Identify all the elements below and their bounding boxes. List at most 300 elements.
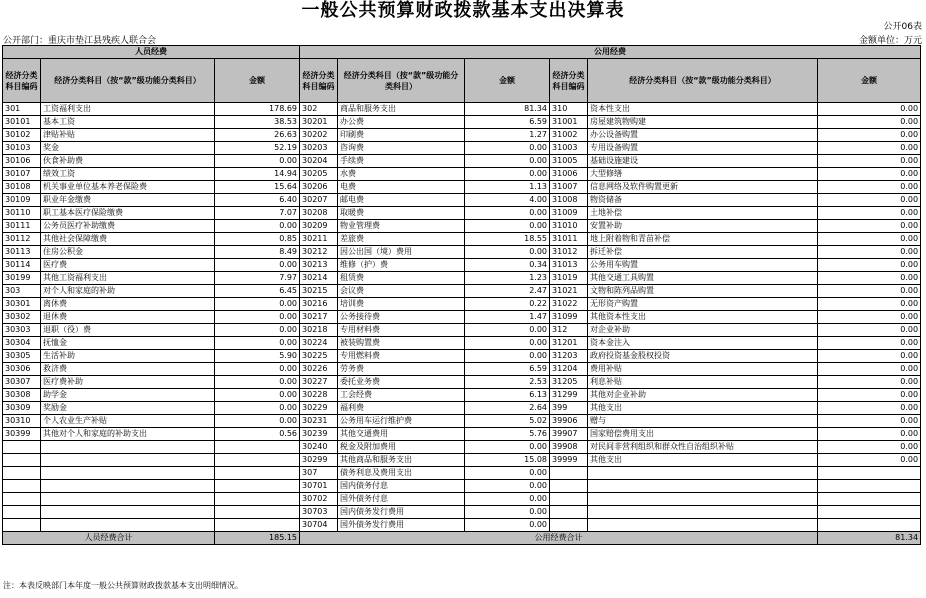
amount-cell: 0.00 (818, 415, 921, 428)
amount-cell: 0.00 (465, 246, 550, 259)
code-cell: 31099 (550, 311, 588, 324)
code-cell: 31013 (550, 259, 588, 272)
amount-cell: 0.00 (465, 324, 550, 337)
name-cell: 电费 (338, 181, 465, 194)
amount-cell: 0.00 (818, 363, 921, 376)
code-cell: 30215 (300, 285, 338, 298)
amount-cell: 0.00 (818, 311, 921, 324)
name-cell: 工资福利支出 (41, 103, 215, 116)
code-cell: 30217 (300, 311, 338, 324)
name-cell: 手续费 (338, 155, 465, 168)
amount-cell: 5.76 (465, 428, 550, 441)
name-cell: 助学金 (41, 389, 215, 402)
code-cell: 30205 (300, 168, 338, 181)
name-cell: 国家赔偿费用支出 (588, 428, 818, 441)
code-cell: 39906 (550, 415, 588, 428)
name-cell: 伙食补助费 (41, 155, 215, 168)
code-cell: 30110 (3, 207, 41, 220)
code-cell: 30101 (3, 116, 41, 129)
code-cell: 31006 (550, 168, 588, 181)
amount-cell: 0.00 (818, 441, 921, 454)
code-cell: 301 (3, 103, 41, 116)
code-cell: 30208 (300, 207, 338, 220)
amount-cell: 178.69 (215, 103, 300, 116)
amount-cell (215, 441, 300, 454)
name-cell: 其他交通工具购置 (588, 272, 818, 285)
code-cell: 30102 (3, 129, 41, 142)
code-cell (3, 506, 41, 519)
code-cell: 31010 (550, 220, 588, 233)
table-row (3, 103, 921, 116)
code-cell: 31204 (550, 363, 588, 376)
code-cell (3, 454, 41, 467)
name-cell: 对民间非营利组织和群众性自治组织补贴 (588, 441, 818, 454)
code-cell: 30211 (300, 233, 338, 246)
name-cell (41, 441, 215, 454)
code-cell (550, 467, 588, 480)
name-cell: 资本性支出 (588, 103, 818, 116)
amount-cell: 0.00 (818, 389, 921, 402)
code-cell: 30109 (3, 194, 41, 207)
public-section-header: 公用经费 (300, 46, 921, 59)
code-cell: 30206 (300, 181, 338, 194)
amount-cell: 0.00 (818, 402, 921, 415)
name-cell: 其他交通费用 (338, 428, 465, 441)
name-cell: 商品和服务支出 (338, 103, 465, 116)
amount-cell: 52.19 (215, 142, 300, 155)
name-cell: 对企业补助 (588, 324, 818, 337)
amount-cell: 0.00 (215, 220, 300, 233)
amount-cell: 1.23 (465, 272, 550, 285)
amount-cell: 0.00 (465, 155, 550, 168)
name-cell: 物资储备 (588, 194, 818, 207)
amount-cell: 26.63 (215, 129, 300, 142)
amount-cell: 0.00 (215, 402, 300, 415)
table-row (3, 168, 921, 181)
code-cell (3, 493, 41, 506)
amount-cell (818, 506, 921, 519)
amount-cell: 0.00 (215, 363, 300, 376)
name-cell (41, 506, 215, 519)
footnote: 注：本表反映部门本年度一般公共预算财政拨款基本支出明细情况。 (3, 581, 243, 590)
name-cell (41, 493, 215, 506)
amount-cell: 0.00 (818, 324, 921, 337)
name-cell: 国外债务付息 (338, 493, 465, 506)
code-cell: 30301 (3, 298, 41, 311)
personnel-total-value: 185.15 (215, 532, 300, 545)
amount-cell: 0.00 (818, 285, 921, 298)
amount-cell: 0.00 (818, 155, 921, 168)
amount-cell (818, 493, 921, 506)
name-cell: 奖金 (41, 142, 215, 155)
code-cell (550, 493, 588, 506)
code-cell: 31299 (550, 389, 588, 402)
amount-cell: 2.64 (465, 402, 550, 415)
name-cell: 维修（护）费 (338, 259, 465, 272)
code-cell: 30103 (3, 142, 41, 155)
code-cell: 31001 (550, 116, 588, 129)
code-cell: 30240 (300, 441, 338, 454)
code-cell (3, 441, 41, 454)
name-cell: 其他工资福利支出 (41, 272, 215, 285)
name-cell: 其他对企业补助 (588, 389, 818, 402)
amount-cell (818, 480, 921, 493)
name-cell: 住房公积金 (41, 246, 215, 259)
code-cell (3, 467, 41, 480)
name-cell: 无形资产购置 (588, 298, 818, 311)
name-cell: 债务利息及费用支出 (338, 467, 465, 480)
amount-cell (215, 480, 300, 493)
table-row (3, 155, 921, 168)
name-cell: 文物和陈列品购置 (588, 285, 818, 298)
name-cell: 生活补助 (41, 350, 215, 363)
name-cell: 办公设备购置 (588, 129, 818, 142)
code-cell: 30307 (3, 376, 41, 389)
code-cell: 30304 (3, 337, 41, 350)
code-cell: 310 (550, 103, 588, 116)
code-cell: 31205 (550, 376, 588, 389)
amount-cell: 0.00 (215, 324, 300, 337)
table-row (3, 324, 921, 337)
amount-cell: 1.27 (465, 129, 550, 142)
expenditure-table (2, 45, 921, 545)
amount-cell: 0.00 (215, 337, 300, 350)
table-row (3, 428, 921, 441)
name-cell: 邮电费 (338, 194, 465, 207)
name-cell: 津贴补贴 (41, 129, 215, 142)
code-cell: 31009 (550, 207, 588, 220)
amount-cell: 0.00 (465, 506, 550, 519)
amount-cell: 0.00 (818, 272, 921, 285)
amount-cell (215, 506, 300, 519)
name-cell: 办公费 (338, 116, 465, 129)
name-cell: 退职（役）费 (41, 324, 215, 337)
code-column-header: 经济分类科目编码 (3, 59, 41, 103)
amount-cell: 0.34 (465, 259, 550, 272)
name-cell (588, 467, 818, 480)
name-cell: 抚恤金 (41, 337, 215, 350)
code-cell: 30305 (3, 350, 41, 363)
table-row (3, 454, 921, 467)
name-column-header: 经济分类科目（按“款”级功能分类科目） (41, 59, 215, 103)
name-cell: 其他对个人和家庭的补助支出 (41, 428, 215, 441)
table-row (3, 129, 921, 142)
name-cell: 退休费 (41, 311, 215, 324)
amount-cell: 0.00 (818, 103, 921, 116)
code-cell: 30302 (3, 311, 41, 324)
amount-cell (215, 519, 300, 532)
name-cell: 国外债务发行费用 (338, 519, 465, 532)
name-cell: 房屋建筑物购建 (588, 116, 818, 129)
code-cell: 30209 (300, 220, 338, 233)
amount-cell: 14.94 (215, 168, 300, 181)
name-cell: 利息补贴 (588, 376, 818, 389)
name-cell (588, 506, 818, 519)
name-cell (41, 467, 215, 480)
code-cell: 30701 (300, 480, 338, 493)
code-cell: 303 (3, 285, 41, 298)
amount-cell: 0.00 (818, 220, 921, 233)
amount-cell: 8.49 (215, 246, 300, 259)
code-column-header: 经济分类科目编码 (550, 59, 588, 103)
name-cell: 离休费 (41, 298, 215, 311)
amount-cell: 7.97 (215, 272, 300, 285)
code-cell: 30309 (3, 402, 41, 415)
code-cell: 39907 (550, 428, 588, 441)
name-cell (41, 519, 215, 532)
amount-cell: 0.00 (465, 220, 550, 233)
code-cell: 30303 (3, 324, 41, 337)
table-row (3, 480, 921, 493)
table-row (3, 376, 921, 389)
amount-cell: 0.00 (465, 350, 550, 363)
name-cell: 机关事业单位基本养老保险费 (41, 181, 215, 194)
table-row (3, 285, 921, 298)
name-cell: 安置补助 (588, 220, 818, 233)
code-cell: 30112 (3, 233, 41, 246)
amount-cell: 0.00 (818, 454, 921, 467)
name-cell: 拆迁补偿 (588, 246, 818, 259)
name-cell: 专用燃料费 (338, 350, 465, 363)
code-cell: 30702 (300, 493, 338, 506)
name-cell (41, 480, 215, 493)
amount-cell: 5.02 (465, 415, 550, 428)
amount-cell: 81.34 (465, 103, 550, 116)
personnel-total-label: 人员经费合计 (3, 532, 215, 545)
code-cell (550, 480, 588, 493)
name-cell: 工会经费 (338, 389, 465, 402)
amount-cell: 6.59 (465, 116, 550, 129)
amount-cell: 6.59 (465, 363, 550, 376)
code-cell: 31019 (550, 272, 588, 285)
amount-cell: 0.00 (818, 350, 921, 363)
name-cell: 基本工资 (41, 116, 215, 129)
code-cell: 30224 (300, 337, 338, 350)
code-cell: 307 (300, 467, 338, 480)
amount-cell: 38.53 (215, 116, 300, 129)
name-cell (588, 519, 818, 532)
code-cell: 30113 (3, 246, 41, 259)
amount-cell: 0.00 (818, 259, 921, 272)
code-cell: 30203 (300, 142, 338, 155)
amount-cell (215, 493, 300, 506)
code-cell: 30306 (3, 363, 41, 376)
amount-cell: 0.00 (818, 428, 921, 441)
name-cell: 其他支出 (588, 454, 818, 467)
amount-cell: 0.00 (818, 129, 921, 142)
amount-cell: 0.00 (465, 441, 550, 454)
code-cell: 31201 (550, 337, 588, 350)
code-cell: 30201 (300, 116, 338, 129)
name-cell: 培训费 (338, 298, 465, 311)
name-cell: 水费 (338, 168, 465, 181)
amount-cell: 0.00 (215, 311, 300, 324)
name-cell: 信息网络及软件购置更新 (588, 181, 818, 194)
code-cell: 31008 (550, 194, 588, 207)
amount-cell: 0.00 (215, 415, 300, 428)
page-title: 一般公共预算财政拨款基本支出决算表 (301, 0, 625, 21)
name-cell: 基础设施建设 (588, 155, 818, 168)
name-cell: 专用设备购置 (588, 142, 818, 155)
amount-cell: 18.55 (465, 233, 550, 246)
name-cell: 会议费 (338, 285, 465, 298)
table-row (3, 519, 921, 532)
table-row (3, 233, 921, 246)
code-cell: 31007 (550, 181, 588, 194)
code-cell: 30207 (300, 194, 338, 207)
amount-cell: 0.00 (215, 259, 300, 272)
amount-column-header: 金额 (465, 59, 550, 103)
amount-cell: 0.00 (818, 298, 921, 311)
name-cell: 政府投资基金股权投资 (588, 350, 818, 363)
name-cell: 劳务费 (338, 363, 465, 376)
amount-cell: 0.00 (818, 181, 921, 194)
amount-cell: 2.53 (465, 376, 550, 389)
amount-cell (818, 519, 921, 532)
code-cell: 30106 (3, 155, 41, 168)
code-cell: 30228 (300, 389, 338, 402)
table-row (3, 389, 921, 402)
name-cell: 地上附着物和青苗补偿 (588, 233, 818, 246)
table-row (3, 415, 921, 428)
amount-cell: 0.85 (215, 233, 300, 246)
amount-cell: 4.00 (465, 194, 550, 207)
table-row (3, 298, 921, 311)
name-cell: 赠与 (588, 415, 818, 428)
amount-cell: 0.00 (465, 519, 550, 532)
amount-cell: 5.90 (215, 350, 300, 363)
amount-cell: 0.00 (818, 337, 921, 350)
code-cell: 30704 (300, 519, 338, 532)
table-row (3, 116, 921, 129)
code-cell: 31021 (550, 285, 588, 298)
name-cell: 印刷费 (338, 129, 465, 142)
table-row (3, 506, 921, 519)
name-cell: 被装购置费 (338, 337, 465, 350)
table-row (3, 207, 921, 220)
personnel-section-header: 人员经费 (3, 46, 300, 59)
amount-cell: 1.13 (465, 181, 550, 194)
name-column-header: 经济分类科目（按“款”级功能分类科目） (338, 59, 465, 103)
code-cell: 30231 (300, 415, 338, 428)
name-cell: 其他资本性支出 (588, 311, 818, 324)
code-cell: 312 (550, 324, 588, 337)
table-row (3, 259, 921, 272)
amount-cell: 0.00 (465, 337, 550, 350)
amount-cell: 0.00 (818, 116, 921, 129)
name-cell: 费用补贴 (588, 363, 818, 376)
amount-cell: 0.00 (818, 194, 921, 207)
code-cell: 30114 (3, 259, 41, 272)
name-cell: 对个人和家庭的补助 (41, 285, 215, 298)
code-cell: 30108 (3, 181, 41, 194)
name-cell: 医疗费补助 (41, 376, 215, 389)
name-cell: 租赁费 (338, 272, 465, 285)
name-cell: 土地补偿 (588, 207, 818, 220)
code-cell: 30226 (300, 363, 338, 376)
code-cell: 31002 (550, 129, 588, 142)
public-total-label: 公用经费合计 (300, 532, 818, 545)
table-row (3, 220, 921, 233)
code-cell: 30239 (300, 428, 338, 441)
code-cell: 30399 (3, 428, 41, 441)
amount-cell: 0.00 (818, 142, 921, 155)
code-cell: 39908 (550, 441, 588, 454)
name-cell: 职业年金缴费 (41, 194, 215, 207)
code-cell: 30202 (300, 129, 338, 142)
table-row (3, 181, 921, 194)
table-row (3, 194, 921, 207)
name-cell: 咨询费 (338, 142, 465, 155)
amount-cell: 15.08 (465, 454, 550, 467)
code-cell (3, 519, 41, 532)
code-cell: 31022 (550, 298, 588, 311)
code-cell: 30199 (3, 272, 41, 285)
amount-cell (818, 467, 921, 480)
name-cell: 大型修缮 (588, 168, 818, 181)
name-cell: 公务用车运行维护费 (338, 415, 465, 428)
name-cell (588, 493, 818, 506)
department-label: 公开部门：重庆市垫江县残疾人联合会 (3, 36, 157, 46)
code-cell: 302 (300, 103, 338, 116)
amount-cell (215, 454, 300, 467)
code-cell: 30111 (3, 220, 41, 233)
table-row (3, 246, 921, 259)
table-row (3, 337, 921, 350)
name-cell: 差旅费 (338, 233, 465, 246)
amount-cell: 0.22 (465, 298, 550, 311)
amount-column-header: 金额 (215, 59, 300, 103)
amount-cell: 0.00 (465, 142, 550, 155)
code-cell (550, 506, 588, 519)
code-cell: 30310 (3, 415, 41, 428)
code-cell: 30299 (300, 454, 338, 467)
code-cell: 30204 (300, 155, 338, 168)
public-total-value: 81.34 (818, 532, 921, 545)
code-cell: 30703 (300, 506, 338, 519)
name-cell: 绩效工资 (41, 168, 215, 181)
name-cell: 其他商品和服务支出 (338, 454, 465, 467)
code-cell: 30212 (300, 246, 338, 259)
amount-cell: 0.00 (465, 207, 550, 220)
amount-cell: 0.00 (215, 155, 300, 168)
amount-cell: 6.13 (465, 389, 550, 402)
amount-cell: 6.40 (215, 194, 300, 207)
amount-cell: 0.00 (465, 480, 550, 493)
name-cell: 专用材料费 (338, 324, 465, 337)
amount-cell: 0.00 (818, 233, 921, 246)
amount-cell: 15.64 (215, 181, 300, 194)
code-cell: 31012 (550, 246, 588, 259)
name-cell (588, 480, 818, 493)
amount-cell: 0.56 (215, 428, 300, 441)
table-body (3, 103, 921, 532)
table-row (3, 402, 921, 415)
code-cell: 30213 (300, 259, 338, 272)
amount-cell: 0.00 (818, 207, 921, 220)
code-cell (550, 519, 588, 532)
code-cell: 31011 (550, 233, 588, 246)
name-cell: 资本金注入 (588, 337, 818, 350)
amount-cell: 0.00 (818, 168, 921, 181)
name-cell: 因公出国（境）费用 (338, 246, 465, 259)
name-cell: 公务用车购置 (588, 259, 818, 272)
table-row (3, 467, 921, 480)
code-cell: 30214 (300, 272, 338, 285)
name-cell: 公务接待费 (338, 311, 465, 324)
amount-cell (215, 467, 300, 480)
form-number: 公开06表 (883, 22, 922, 32)
